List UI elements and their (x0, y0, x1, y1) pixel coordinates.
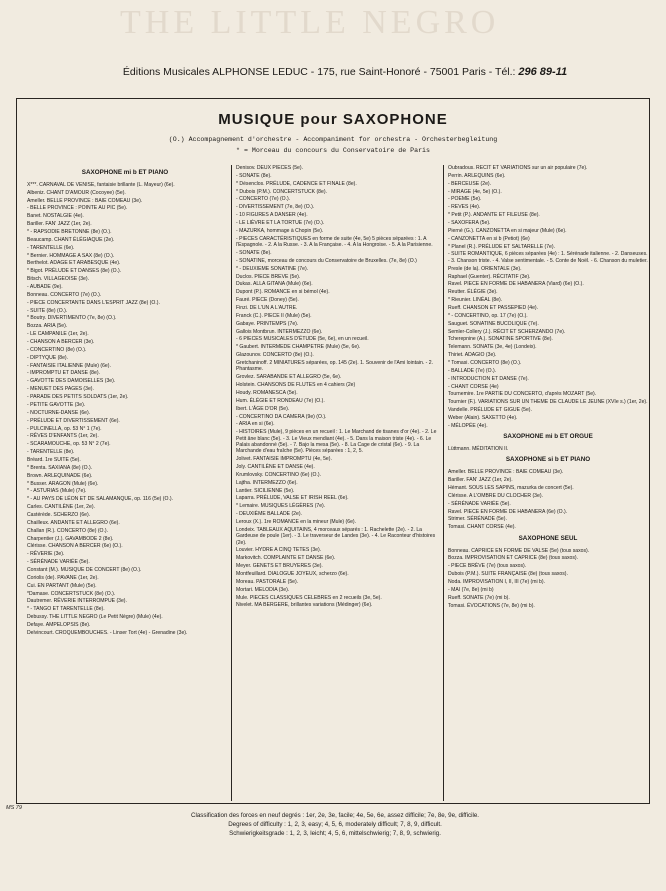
catalog-entry: - MAI (7e, 8e) (mi b) (448, 586, 494, 593)
catalog-entry: Perrin. ARLEQUINS (6e). (448, 172, 506, 179)
catalog-entry: - HISTOIRES (Mule), 9 pièces en un recueil : 1. Le Marchand de tisanes d'or (4e). - 2. Le Petit âne blanc (5e). - 3. Le Vieux mendiant (4e). - 5. Dans la maison triste (4e). - 6. Le Palais abandonné (5e). - 7. Bajo la mesa (5e). - 8. La Cage de cristal (6e). - 9. La Marchande d'eau fraîche (5e). Pièces séparées : 1, 2, 5. (236, 429, 437, 455)
catalog-entry: - PIECES CARACTÉRISTIQUES en forme de suite (4e, 5e) 5 pièces séparées : 1. A l'Espagnole. - 2. A la Russe. - 3. A la Française. - 4. A la Hongroise. - 5. A la Parisienne. (236, 235, 433, 249)
catalog-entry: - SONATINE, morceau de concours du Conservatoire de Bruxelles. (7e, 8e) (O.) (236, 257, 417, 264)
catalog-entry: Constant (M.). MUSIQUE DE CONCERT (8e) (O.). (27, 566, 142, 573)
catalog-entry: Dupont (P.). ROMANCE en si bémol (4e). (236, 289, 330, 296)
catalog-entry: - SUITE ROMANTIQUE, 6 pièces séparées (4e) : 1. Sérénade italienne. - 2. Danseuses. - 3. Chanson triste. - 4. Valse sentimentale. - 5. Conte de Noël. - 6. Chanson du muletier. (448, 251, 648, 264)
catalog-entry: * Désenclos. PRÉLUDE, CADENCE ET FINALE (8e). (236, 180, 357, 187)
section-heading: SAXOPHONE SEUL (518, 534, 578, 542)
catalog-entry: Houdy. ROMANESCA (5e). (236, 389, 298, 396)
catalog-entry: Duclos. PIECE BREVE (5e). (236, 273, 301, 280)
catalog-entry: Glazounov. CONCERTO (8e) (O.). (236, 352, 314, 359)
catalog-entry: Gretchaninoff. 2 MINIATURES séparées, op. 145 (2e). 1. Souvenir de l'Ami lointain. - 2. Phantasme. (236, 359, 433, 373)
catalog-frame (16, 98, 650, 804)
catalog-entry: * - CONCERTINO, op. 17 (7e) (O.). (448, 312, 528, 319)
section-heading: SAXOPHONE si b ET PIANO (505, 456, 591, 464)
catalog-entry: - BELLE PROVINCE : POINTE AU PIC (5e). (27, 205, 128, 212)
catalog-entry: Gallois Montbrun. INTERMEZZO (6e). (236, 328, 323, 335)
catalog-entry: Castérède. SCHERZO (6e). (27, 511, 91, 518)
catalog-entry: Bitsch. VILLAGEOISE (3e). (27, 276, 89, 283)
catalog-entry: - SONATE (8e). (236, 249, 272, 256)
catalog-entry: - LE LIÈVRE ET LA TORTUE (7e) (O.). (236, 220, 325, 227)
catalog-entry: Thiriet. ADAGIO (3e). (448, 352, 497, 359)
catalog-entry: - DIVERTISSEMENT (7e, 8e) (O.). (236, 204, 315, 211)
catalog-entry: * - ASTURIAS (Mule) (7e). (27, 488, 87, 495)
catalog-entry: Cui. EN PARTANT (Mule) (5e). (27, 582, 97, 589)
catalog-entry: - TARENTELLE (6e). (27, 244, 75, 251)
catalog-entry: Albeniz. CHANT D'AMOUR (Cocoyee) (5e). (27, 189, 126, 196)
difficulty-footer (100, 812, 570, 839)
catalog-entry: Coriolis (de). PAVANE (1er, 2e). (27, 574, 99, 581)
catalog-entry: Jolivet. FANTAISIE IMPROMPTU (4e, 5e). (236, 456, 332, 463)
catalog-entry: * Bernier. HOMMAGE A SAX (8e) (O.). (27, 252, 115, 259)
publisher-address: Éditions Musicales ALPHONSE LEDUC - 175, rue Saint-Honoré - 75001 Paris - Tél.: (122, 66, 516, 78)
catalog-entry: - NOCTURNE-DANSE (6e). (27, 409, 91, 416)
catalog-entry: Bozza. ARIA (5e). (27, 323, 68, 330)
catalog-entry: * Bigot. PRÉLUDE ET DANSES (8e) (O.). (27, 268, 122, 275)
catalog-entry: - FANTAISIE ITALIENNE (Mule) (6e). (27, 362, 111, 369)
catalog-entry: Franck (C.). PIECE II (Mule) (5e). (236, 312, 312, 319)
catalog-entry: Semler-Collery (J.). RÉCIT ET SCHERZANDO (7e). (448, 328, 566, 335)
catalog-entry: Clérisse. CHANSON A BERCER (6e) (O.). (27, 543, 123, 550)
catalog-entry: Defaye. AMPELOPSIS (8e). (27, 621, 91, 628)
catalog-entry: *Damase. CONCERTSTUCK (8e) (O.). (27, 590, 116, 597)
background-title: THE LITTLE NEGRO (120, 4, 500, 41)
catalog-entry: Hum. ÉLÉGIE ET RONDEAU (7e) (O.). (236, 397, 325, 404)
difficulty-line-fr: Classification des forces en neuf degrés : 1er, 2e, 3e, facile; 4e, 5e, 6e, assez difficile; 7e, 8e, 9e, difficile. (190, 812, 479, 819)
catalog-entry: Ameller. BELLE PROVINCE : BAIE COMEAU (3e). (27, 197, 143, 204)
catalog-entry: * Rieunier. LINÉAL (8e). (448, 297, 503, 304)
catalog-entry: Ameller. BELLE PROVINCE : BAIE COMEAU (3e). (448, 469, 564, 476)
catalog-entry: Charpentier (J.). GAVAMBODE 2 (8e). (27, 535, 114, 542)
catalog-entry: Tournier (F.). VARIATIONS SUR UN THEME DE CLAUDE LE JEUNE (XVIe s.) (1er, 2e). (448, 399, 648, 406)
catalog-entry: Montfeuillard. DIALOGUE JOYEUX, scherzo (6e). (236, 571, 349, 578)
catalog-entry: Delvincourt. CROQUEMBOUCHES. - Linser Tort (4e) - Grenadine (3e). (27, 629, 188, 636)
catalog-entry: Reutter. ÉLÉGIE (3e). (448, 289, 498, 296)
catalog-entry: Lantier. SICILIENNE (5e). (236, 487, 295, 494)
catalog-column-3 (443, 165, 648, 801)
catalog-entry: - CHANSON A BERCER (3e). (27, 339, 95, 346)
catalog-entry: Gabaye. PRINTEMPS (7e). (236, 320, 299, 327)
catalog-entry: Bréard. 1re SUITE (5e). (27, 456, 81, 463)
catalog-entry: Lajtha. INTERMEZZO (6e). (236, 479, 298, 486)
catalog-entry: * - TANGO ET TARENTELLE (8e). (27, 606, 105, 613)
catalog-entry: Beaucamp. CHANT ÉLÉGIAQUE (2e). (27, 236, 115, 243)
catalog-entry: - AUBADE (9e). (27, 284, 63, 291)
catalog-entry: Mule. PIECES CLASSIQUES CELEBRES en 2 recueils (3e, 5e). (236, 594, 382, 601)
catalog-entry: Challan (R.). CONCERTO (8e) (O.). (27, 527, 109, 534)
catalog-entry: - PULCINELLA, op. 53 N° 1 (7e). (27, 425, 102, 432)
catalog-entry: * Planel (R.). PRÉLUDE ET SALTARELLE (7e). (448, 243, 556, 250)
catalog-entry: - PRÉLUDE ET DIVERTISSEMENT (6e). (27, 417, 120, 424)
catalog-column-1 (27, 165, 223, 801)
catalog-entry: Presle (de la). ORIENTALE (3e). (448, 265, 522, 272)
catalog-entry: - IMPROMPTU ET DANSE (8e). (27, 370, 100, 377)
catalog-entry: Markovitch. COMPLAINTE ET DANSE (6e). (236, 555, 336, 562)
catalog-entry: - GAVOTTE DES DAMOISELLES (3e). (27, 378, 116, 385)
catalog-entry: Debussy. THE LITTLE NEGRO (Le Petit Nègre) (Mule) (4e). (27, 614, 163, 621)
catalog-entry: - SÉRÉNADE VARIÉE (5e). (27, 559, 90, 566)
catalog-entry: Rueff. SONATE (7e) (mi b). (448, 594, 510, 601)
catalog-entry: Strimer. SÉRÉNADE (5e). (448, 516, 507, 523)
catalog-entry: Londeix. TABLEAUX AQUITAINS, 4 morceaux séparés : 1. Rachelette (2e). - 2. La Gardeuse de poule (1er). - 3. Le traverseur de Landes (3e). - 4. Le Raconteur d'histoires (2e). (236, 526, 436, 546)
catalog-entry: - MAZURKA, hommage à Chopin (5e). (236, 227, 324, 234)
catalog-entry: Tournemire. 1re PARTIE DU CONCERTO, d'après MOZART (5e). (448, 391, 597, 398)
catalog-title: MUSIQUE pour SAXOPHONE (218, 111, 448, 128)
section-heading: SAXOPHONE mi b ET PIANO (81, 169, 169, 176)
catalog-entry: * Brenta. SAXIANA (8e) (O.). (27, 464, 93, 471)
catalog-entry: Clérisse. A L'OMBRE DU CLOCHER (3e). (448, 492, 543, 499)
catalog-entry: - MIRAGE (4e, 5e) (O.). (448, 188, 502, 195)
catalog-entry: - MENUET DES PAGES (3e). (27, 386, 94, 393)
catalog-entry: Lüttmann. MÉDITATION II. (448, 446, 509, 453)
catalog-entry: * Lemaire. MUSIQUES LÉGÈRES (7e). (236, 503, 326, 510)
catalog-entry: Moreau. PASTORALE (5e). (236, 578, 299, 585)
catalog-entry: - PIECE CONCERTANTE DANS L'ESPRIT JAZZ (8e) (O.). (27, 299, 160, 306)
catalog-entry: - LE CAMPANILE (1er, 2e). (27, 331, 89, 338)
catalog-entry: - DIPTYQUE (8e). (27, 354, 69, 361)
catalog-entry: Berthelot. ADAGE ET ARABESQUE (4e). (27, 260, 121, 267)
catalog-entry: Bozza. IMPROVISATION ET CAPRICE (8e) (tous saxos). (448, 555, 579, 562)
catalog-entry: Laparra. PRÉLUDE, VALSE ET IRISH REEL (6e). (236, 495, 349, 502)
difficulty-line-de: Schwierigkeitsgrade : 1, 2, 3, leicht; 4, 5, 6, mittelschwierig; 7, 8, 9, schwierig. (229, 829, 441, 837)
catalog-entry: Vandelle. PRÉLUDE ET GIGUE (5e). (448, 407, 532, 414)
publisher-phone: 296 89-11 (518, 66, 568, 78)
catalog-column-2 (231, 165, 440, 801)
catalog-entry: - SONATE (8e). (236, 172, 272, 179)
catalog-entry: - ARIA en si (6e). (236, 421, 275, 428)
catalog-entry: - SAXOFERA (5e). (448, 220, 491, 227)
catalog-entry: Brown. ARLEQUINADE (6e). (27, 472, 93, 479)
catalog-entry: - RÊVES D'ENFANTS (1er, 2e). (27, 433, 99, 440)
catalog-entry: Bariller. FAN' JAZZ (1er, 2e). (27, 221, 92, 228)
catalog-entry: Weber (Alain). SAXETTO (4e). (448, 415, 518, 421)
catalog-entry: Dubois (P.M.). SUITE FRANÇAISE (8e) (tous saxos). (448, 571, 568, 578)
catalog-entry: - SCARAMOUCHE, op. 53 N° 2 (7e). (27, 441, 111, 448)
catalog-entry: Carles. CANTILÈNE (1er, 2e). (27, 504, 95, 511)
catalog-entry: - RÊVERIE (3e). (27, 551, 65, 558)
catalog-entry: Ibert. L'ÂGE D'OR (5e). (236, 405, 290, 412)
catalog-entry: - SUITE (8e) (O.). (27, 307, 68, 314)
catalog-entry: - MÉLOPÉE (4e). (448, 422, 488, 429)
catalog-entry: Bonneau. CONCERTO (7e) (O.). (27, 291, 102, 298)
catalog-entry: Rueff. CHANSON ET PASSEPIED (4e). (448, 304, 539, 311)
catalog-entry: Leroux (X.). 1re ROMANCE en la mineur (Mule) (6e). (236, 519, 357, 526)
catalog-entry: Louvier. HYDRE A CINQ TETES (3e). (236, 547, 322, 554)
catalog-entry: Finzi. DE L'UN A L'AUTRE. (236, 304, 298, 311)
catalog-entry: Meyer. GENETS ET BRUYERES (3e). (236, 563, 323, 570)
catalog-entry: Chailleux. ANDANTE ET ALLEGRO (6e). (27, 519, 120, 526)
catalog-entry: - TARENTELLE (8e). (27, 449, 75, 456)
catalog-entry: X***. CARNAVAL DE VENISE, fantaisie brillante (L. Mayeur) (6e). (27, 181, 175, 188)
catalog-entry: - PARADE DES PETITS SOLDATS (1er, 2e). (27, 394, 129, 401)
catalog-entry: - CONCERTINO (8e) (O.). (27, 346, 87, 353)
catalog-entry: - PIECE BRÈVE (7e) (tous saxos). (448, 563, 527, 570)
catalog-entry: - POEME (5e). (448, 196, 482, 203)
catalog-entry: - CONCERTO (7e) (O.). (236, 196, 291, 203)
catalog-entry: Noda. IMPROVISATION I, II, III (7e) (mi b). (448, 578, 545, 585)
catalog-entry: - REVES (4e). (448, 204, 481, 211)
catalog-entry: Joly. CANTILÈNE ET DANSE (4e). (236, 464, 315, 471)
catalog-entry: - 10 FIGURES A DANSER (4e). (236, 212, 308, 219)
catalog-entry: * Boutry. DIVERTIMENTO (7e, 8e) (O.). (27, 315, 117, 322)
catalog-entry: Sauguet. SONATINE BUCOLIQUE (7e). (448, 320, 539, 327)
catalog-entry: Tomasi. CHANT CORSE (4e). (448, 524, 516, 531)
catalog-entry: - CHANT CORSE (4e) (448, 383, 499, 390)
catalog-entry: * Dubois (P.M.). CONCERTSTUCK (8e). (236, 188, 327, 195)
catalog-entry: Nivelet. MA BERGERE, brillantes variations (Médinger) (6e). (236, 602, 373, 609)
catalog-entry: * Tomasi. CONCERTO (8e) (O.). (448, 359, 522, 366)
orchestra-legend: (O.) Accompagnement d'orchestre - Accompaniment for orchestra - Orchesterbegleitung (168, 136, 498, 143)
catalog-entry: Pierné (G.). CANZONETTA en si majeur (Mule) (6e). (448, 227, 567, 234)
catalog-entry: * - DEUXIEME SONATINE (7e). (236, 265, 309, 272)
contest-legend: * = Morceau du concours du Conservatoire de Paris (236, 147, 430, 154)
catalog-entry: Bariller. FAN' JAZZ (1er, 2e). (448, 477, 513, 484)
catalog-entry: Ravel. PIECE EN FORME DE HABANERA (Viard) (6e) (O.). (448, 281, 584, 288)
catalog-entry: Hémant. SOUS LES SAPINS, mazurka de concert (5e). (448, 485, 574, 492)
catalog-entry: * - RAPSODIE BRETONNE (8e) (O.). (27, 229, 112, 236)
catalog-entry: * - AU PAYS DE LÉON ET DE SALAMANQUE, op. 116 (5e) (O.). (27, 496, 173, 503)
catalog-entry: Tcherepnine (A.). SONATINE SPORTIVE (8e). (448, 336, 553, 343)
section-heading: SAXOPHONE mi b ET ORGUE (503, 433, 593, 441)
catalog-entry: - BERCEUSE (2e). (448, 180, 492, 187)
catalog-entry: Grovlez. SARABANDE ET ALLEGRO (5e, 6e). (236, 374, 342, 381)
difficulty-line-en: Degrees of difficulty : 1, 2, 3, easy; 4, 5, 6, moderately difficult; 7, 8, 9, difficult. (228, 820, 442, 828)
catalog-entry: - PETITE GAVOTTE (3e). (27, 401, 86, 408)
catalog-entry: * Petit (P.). ANDANTE ET FILEUSE (8e). (448, 212, 540, 219)
catalog-entry: - CONCERTINO DA CAMERA (9e) (O.). (236, 413, 327, 420)
catalog-entry: - 6 PIECES MUSICALES D'ÉTUDE (5e, 6e), en un recueil. (236, 336, 369, 343)
catalog-entry: Ravel. PIECE EN FORME DE HABANERA (6e) (O.). (448, 508, 568, 515)
catalog-entry: - DEUXIÈME BALLADE (2e). (236, 511, 302, 518)
catalog-entry: Tomasi. ÉVOCATIONS (7e, 8e) (mi b). (448, 602, 535, 609)
catalog-entry: Krumlovsky. CONCERTINO (6e) (O.). (236, 471, 321, 478)
catalog-entry: Dukas. ALLA GITANA (Mule) (6e). (236, 281, 313, 288)
catalog-entry: - INTRODUCTION ET DANSE (7e). (448, 375, 529, 382)
catalog-entry: Oubradous. RÉCIT ET VARIATIONS sur un air populaire (7e). (448, 165, 588, 171)
catalog-entry: Denisov. DEUX PIECES (5e). (236, 165, 303, 171)
catalog-entry: * Busser. ARAGON (Mule) (6e). (27, 480, 99, 487)
catalog-entry: - BALLADE (7e) (O.). (448, 367, 497, 374)
catalog-entry: Dautremer. RÊVERIE INTERROMPUE (3e). (27, 598, 127, 605)
catalog-entry: Bonneau. CAPRICE EN FORME DE VALSE (5e) (tous saxos). (448, 547, 590, 554)
catalog-entry: - CANZONETTA en si b (Petiot) (6e) (448, 235, 530, 242)
catalog-entry: * Gaubert. INTERMEDE CHAMPETRE (Mule) (5e, 6e). (236, 344, 361, 351)
catalog-entry: Telemann. SONATE (3e, 4e) (Londeix). (448, 344, 537, 351)
catalog-entry: Mortari. MELODIA (3e). (236, 586, 290, 593)
catalog-entry: Fauré. PIECE (Doney) (5e). (236, 297, 299, 304)
catalog-entry: Raphael (Guenter). RÉCITATIF (3e). (448, 273, 531, 280)
catalog-entry: - SÉRÉNADE VARIÉE (5e). (448, 500, 511, 507)
catalog-entry: Banet. NOSTALGIE (4e). (27, 213, 84, 220)
catalog-code: MS 79 (6, 805, 22, 811)
catalog-entry: Holstein. CHANSONS DE FLUTES en 4 cahiers (2e) (236, 382, 356, 389)
publisher-header (110, 66, 580, 78)
